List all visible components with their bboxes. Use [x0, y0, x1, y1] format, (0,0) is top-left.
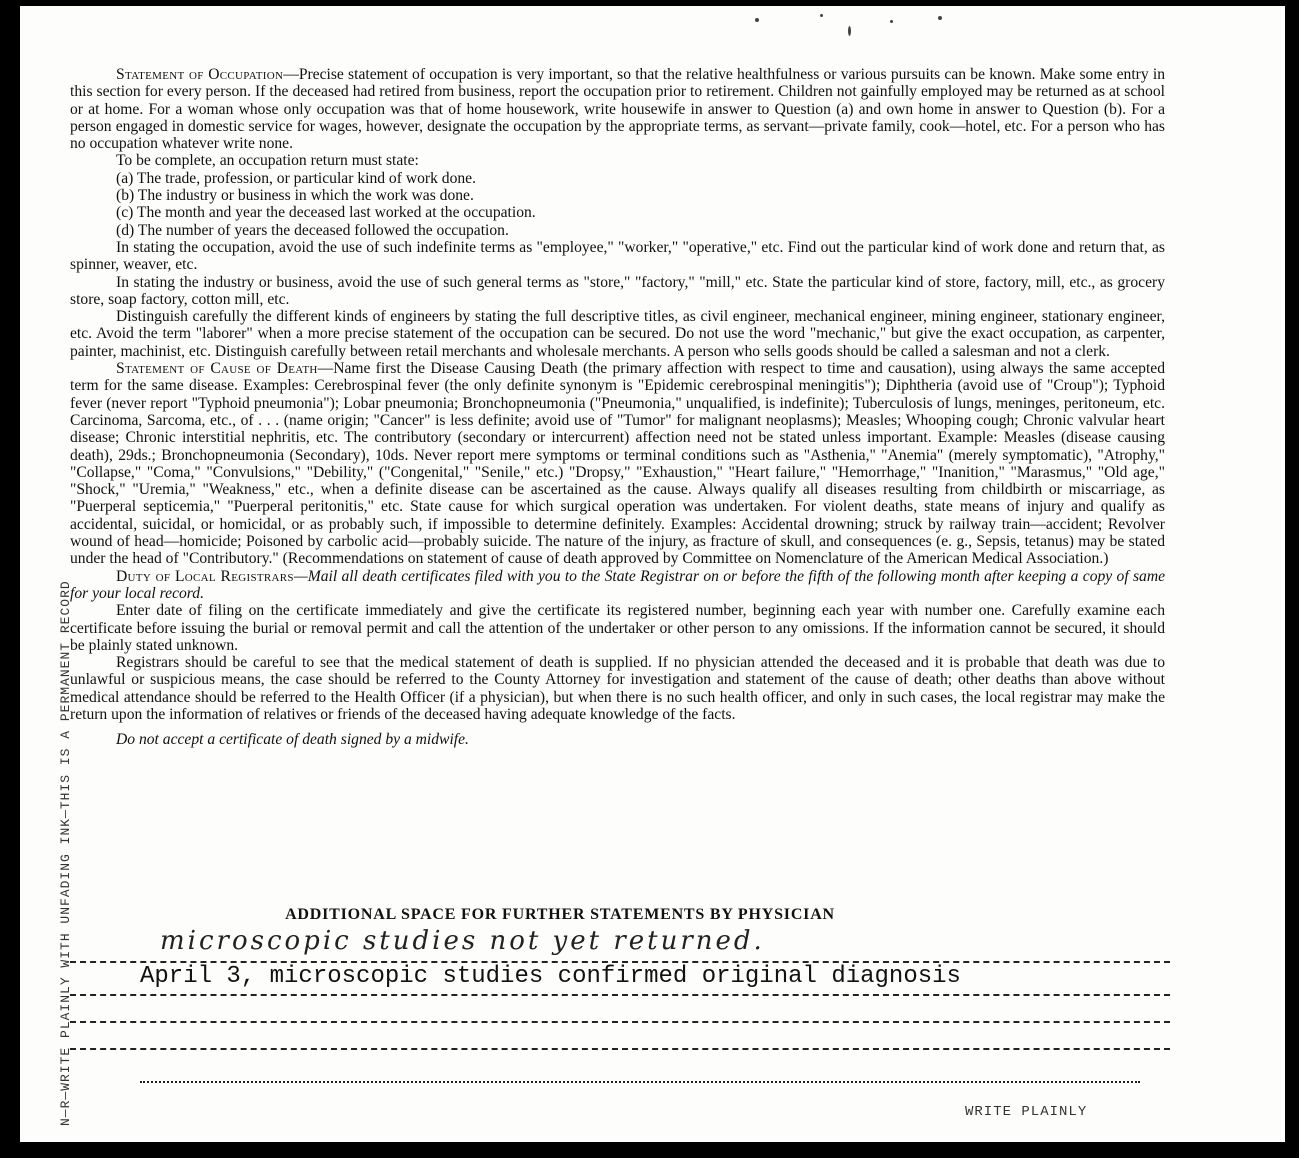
death-certificate-back — [20, 6, 1285, 1142]
additional-space-title: ADDITIONAL SPACE FOR FURTHER STATEMENTS BY PHYSICIAN — [285, 906, 835, 923]
occupation-paragraph — [70, 66, 1165, 152]
filing-paragraph: Enter date of filing on the certificate immediately and give the certificate its registered number, beginning each year with number one. Carefully examine each certificate before issuing the burial or removal permit and call the attention of the undertaker or other person to any omissions. If the information cannot be secured, it should be plainly stated unknown. — [70, 602, 1165, 654]
cause-heading: Statement of Cause of Death — [116, 360, 318, 378]
complete-intro: To be complete, an occupation return must state: — [116, 152, 419, 170]
engineers-paragraph: Distinguish carefully the different kinds of engineers by stating the full descriptive titles, as civil engineer, mechanical engineer, mining engineer, stationary engineer, etc. Avoid the term "laborer" when a more precise statement of the occupation can be secured. Do not use the word "mechanic," but give the exact occupation, as carpenter, painter, machinist, etc. Distinguish carefully between retail merchants and wholesale merchants. A person who sells goods should be called a salesman and not a clerk. — [70, 308, 1165, 360]
list-item: (b) The industry or business in which the work was done. — [116, 187, 474, 205]
list-item: (a) The trade, profession, or particular kind of work done. — [116, 169, 476, 187]
industry-terms-paragraph: In stating the industry or business, avoid the use of such general terms as "store," "factory," "mill," etc. State the particular kind of store, factory, mill, etc., as grocery store, soap factory, cotton mill, etc. — [70, 273, 1165, 308]
cause-paragraph — [70, 360, 1165, 568]
statement-line — [70, 1021, 1170, 1023]
occupation-heading: Statement of Occupation — [116, 66, 284, 83]
typed-note: April 3, microscopic studies confirmed original diagnosis — [140, 963, 961, 990]
scan-speck — [848, 26, 851, 36]
registrars-paragraph: Registrars should be careful to see that the medical statement of death is supplied. If no physician attended the deceased and it is probable that death was due to unlawful or suspicious means, the case should be referred to the County Attorney for investigation and statement of the cause of death; other deaths than above without medical attendance should be referred to the Health Officer (if a physician), but when there is no such health officer, and only in such cases, the local registrar may make the return upon the information of relatives or friends of the deceased having adequate knowledge of the facts. — [70, 654, 1165, 723]
occupation-text: —Precise statement of occupation is very important, so that the relative healthfulness or various pursuits can be known. Make some entry in this section for every person. If the deceased had retired from business, report the occupation prior to retirement. Children not gainfully employed may be returned as at school or at home. For a woman whose only occupation was that of home housework, write housewife in answer to Question (a) and own home in answer to Question (b). For a person engaged in domestic service for wages, however, designate the occupation by the appropriate terms, as servant—private family, cook—hotel, etc. For a person who has no occupation whatever write none. — [70, 66, 1166, 153]
complete-items-list — [70, 170, 1165, 239]
scan-speck — [820, 14, 823, 17]
list-item: (d) The number of years the deceased followed the occupation. — [116, 221, 509, 239]
duty-heading: Duty of Local Registrars — [116, 567, 294, 585]
cause-text: —Name first the Disease Causing Death (the primary affection with respect to time and causation), using always the same accepted term for the same disease. Examples: Cerebrospinal fever (the only definite synonym is "Epidemic cerebrospinal meningitis"); Diphtheria (avoid use of "Croup"); Typhoid fever (never report "Typhoid pneumonia"); Lobar pneumonia; Bronchopneumonia ("Pneumonia," unqualified, is indefinite); Tuberculosis of lungs, meninges, peritoneum, etc. Carcinoma, Sarcoma, etc., of . . . (name origin; "Cancer" is less definite; avoid use of "Tumor" for malignant neoplasms); Measles; Whooping cough; Chronic valvular heart disease; Chronic interstitial nephritis, etc. The contributory (secondary or intercurrent) affection need not be stated unless important. Example: Measles (disease causing death), 29ds.; Bronchopneumonia (Secondary), 10ds. Never report mere symptoms or terminal conditions such as "Asthenia," "Anemia" (merely symptomatic), "Atrophy," "Collapse," "Coma," "Convulsions," "Debility," ("Congenital," "Senile," etc.) "Dropsy," "Exhaustion," "Heart failure," "Hemorrhage," "Inanition," "Marasmus," "Old age," "Shock," "Uremia," "Weakness," etc., when a definite disease can be ascertained as the cause. Always qualify all diseases resulting from childbirth or miscarriage, as "Puerperal septicemia," "Puerperal peritonitis," etc. State cause for which surgical operation was undertaken. For violent deaths, state means of injury and qualify as accidental, suicidal, or homicidal, or as probably such, if impossible to determine definitely. Examples: Accidental drowning; struck by railway train—accident; Revolver wound of head—homicide; Poisoned by carbolic acid—probably suicide. The nature of the injury, as fracture of skull, and consequences (e. g., Sepsis, tetanus) may be stated under the head of "Contributory." (Recommendations on statement of cause of death approved by Committee on Nomenclature of the American Medical Association.) — [70, 360, 1165, 568]
duty-paragraph — [70, 568, 1165, 603]
statement-line — [70, 994, 1170, 996]
occupation-terms-paragraph: In stating the occupation, avoid the use of such indefinite terms as "employee," "worker," "operative," etc. Find out the particular kind of work done and return that, as spinner, weaver, etc. — [70, 238, 1165, 274]
scan-speck — [938, 16, 942, 20]
margin-instruction: N—R—WRITE PLAINLY WITH UNFADING INK—THIS IS A PERMANENT RECORD — [58, 580, 73, 1126]
statement-line — [140, 1081, 1140, 1083]
duty-text: —Mail all death certificates filed with you to the State Registrar on or before the fifth of the following month after keeping a copy of same for your local record. — [70, 567, 1166, 602]
midwife-notice: Do not accept a certificate of death signed by a midwife. — [116, 731, 469, 749]
additional-space-section — [70, 906, 1170, 924]
list-item: (c) The month and year the deceased last worked at the occupation. — [116, 204, 536, 222]
scan-speck — [755, 18, 759, 22]
statement-line — [70, 1048, 1170, 1050]
scan-speck — [890, 20, 893, 23]
instructions-block — [70, 66, 1165, 749]
bottom-edge-fragment: WRITE PLAINLY — [965, 1104, 1088, 1120]
handwritten-note: microscopic studies not yet returned. — [160, 926, 765, 956]
